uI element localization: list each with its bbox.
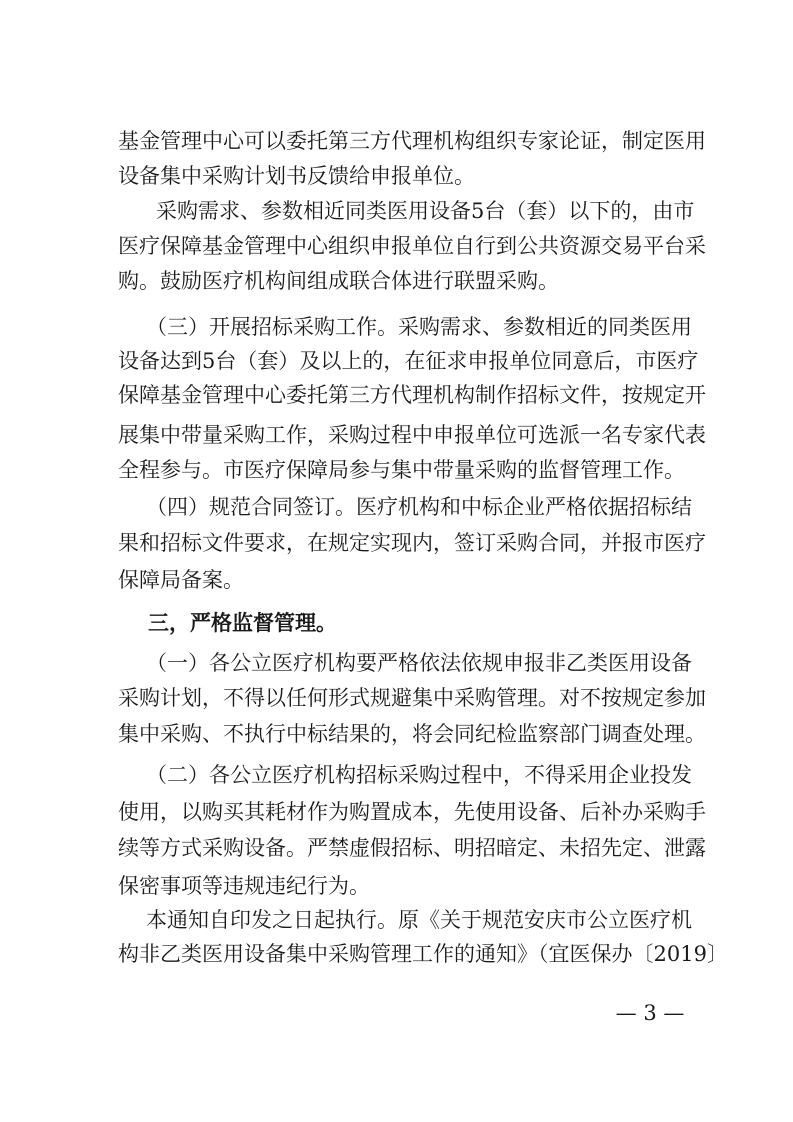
body-line: （一）各公立医疗机构要严格依法依规申报非乙类医用设备 — [146, 651, 692, 675]
body-line: （三）开展招标采购工作。采购需求、参数相近的同类医用 — [146, 315, 692, 339]
body-line: 采购需求、参数相近同类医用设备5台（套）以下的，由市 — [156, 199, 695, 223]
body-line: 保障局备案。 — [118, 568, 244, 592]
body-line: 全程参与。市医疗保障局参与集中带量采购的监督管理工作。 — [118, 458, 685, 482]
body-line: 保障基金管理中心委托第三方代理机构制作招标文件，按规定开 — [118, 383, 706, 407]
body-line: 使用，以购买其耗材作为购置成本，先使用设备、后补办采购手 — [118, 800, 706, 824]
body-line: 集中采购、不执行中标结果的，将会同纪检监察部门调查处理。 — [118, 722, 706, 746]
body-line: 展集中带量采购工作，采购过程中申报单位可选派一名专家代表 — [118, 423, 706, 447]
body-line: 购。鼓励医疗机构间组成联合体进行联盟采购。 — [118, 269, 559, 293]
body-line: 基金管理中心可以委托第三方代理机构组织专家论证，制定医用 — [118, 129, 706, 153]
body-line: 果和招标文件要求，在规定实现内，签订采购合同，并报市医疗 — [118, 531, 706, 555]
body-line: 本通知自印发之日起执行。原《关于规范安庆市公立医疗机 — [146, 908, 692, 932]
body-line: 设备集中采购计划书反馈给申报单位。 — [118, 164, 475, 188]
body-line: （四）规范合同签订。医疗机构和中标企业严格依据招标结 — [146, 495, 692, 519]
body-line: 设备达到5台（套）及以上的，在征求申报单位同意后，市医疗 — [118, 349, 699, 373]
body-line: 采购计划，不得以任何形式规避集中采购管理。对不按规定参加 — [118, 686, 706, 710]
body-line: 保密事项等违规违纪行为。 — [118, 874, 370, 898]
body-line: （二）各公立医疗机构招标采购过程中，不得采用企业投发 — [146, 763, 692, 787]
body-line: 构非乙类医用设备集中采购管理工作的通知》（宜医保办〔2019〕 — [118, 942, 728, 966]
section-heading: 三，严格监督管理。 — [148, 611, 337, 635]
body-line: 续等方式采购设备。严禁虚假招标、明招暗定、未招先定、泄露 — [118, 836, 706, 860]
page-number: — 3 — — [615, 1001, 685, 1025]
body-line: 医疗保障基金管理中心组织申报单位自行到公共资源交易平台采 — [118, 234, 706, 258]
